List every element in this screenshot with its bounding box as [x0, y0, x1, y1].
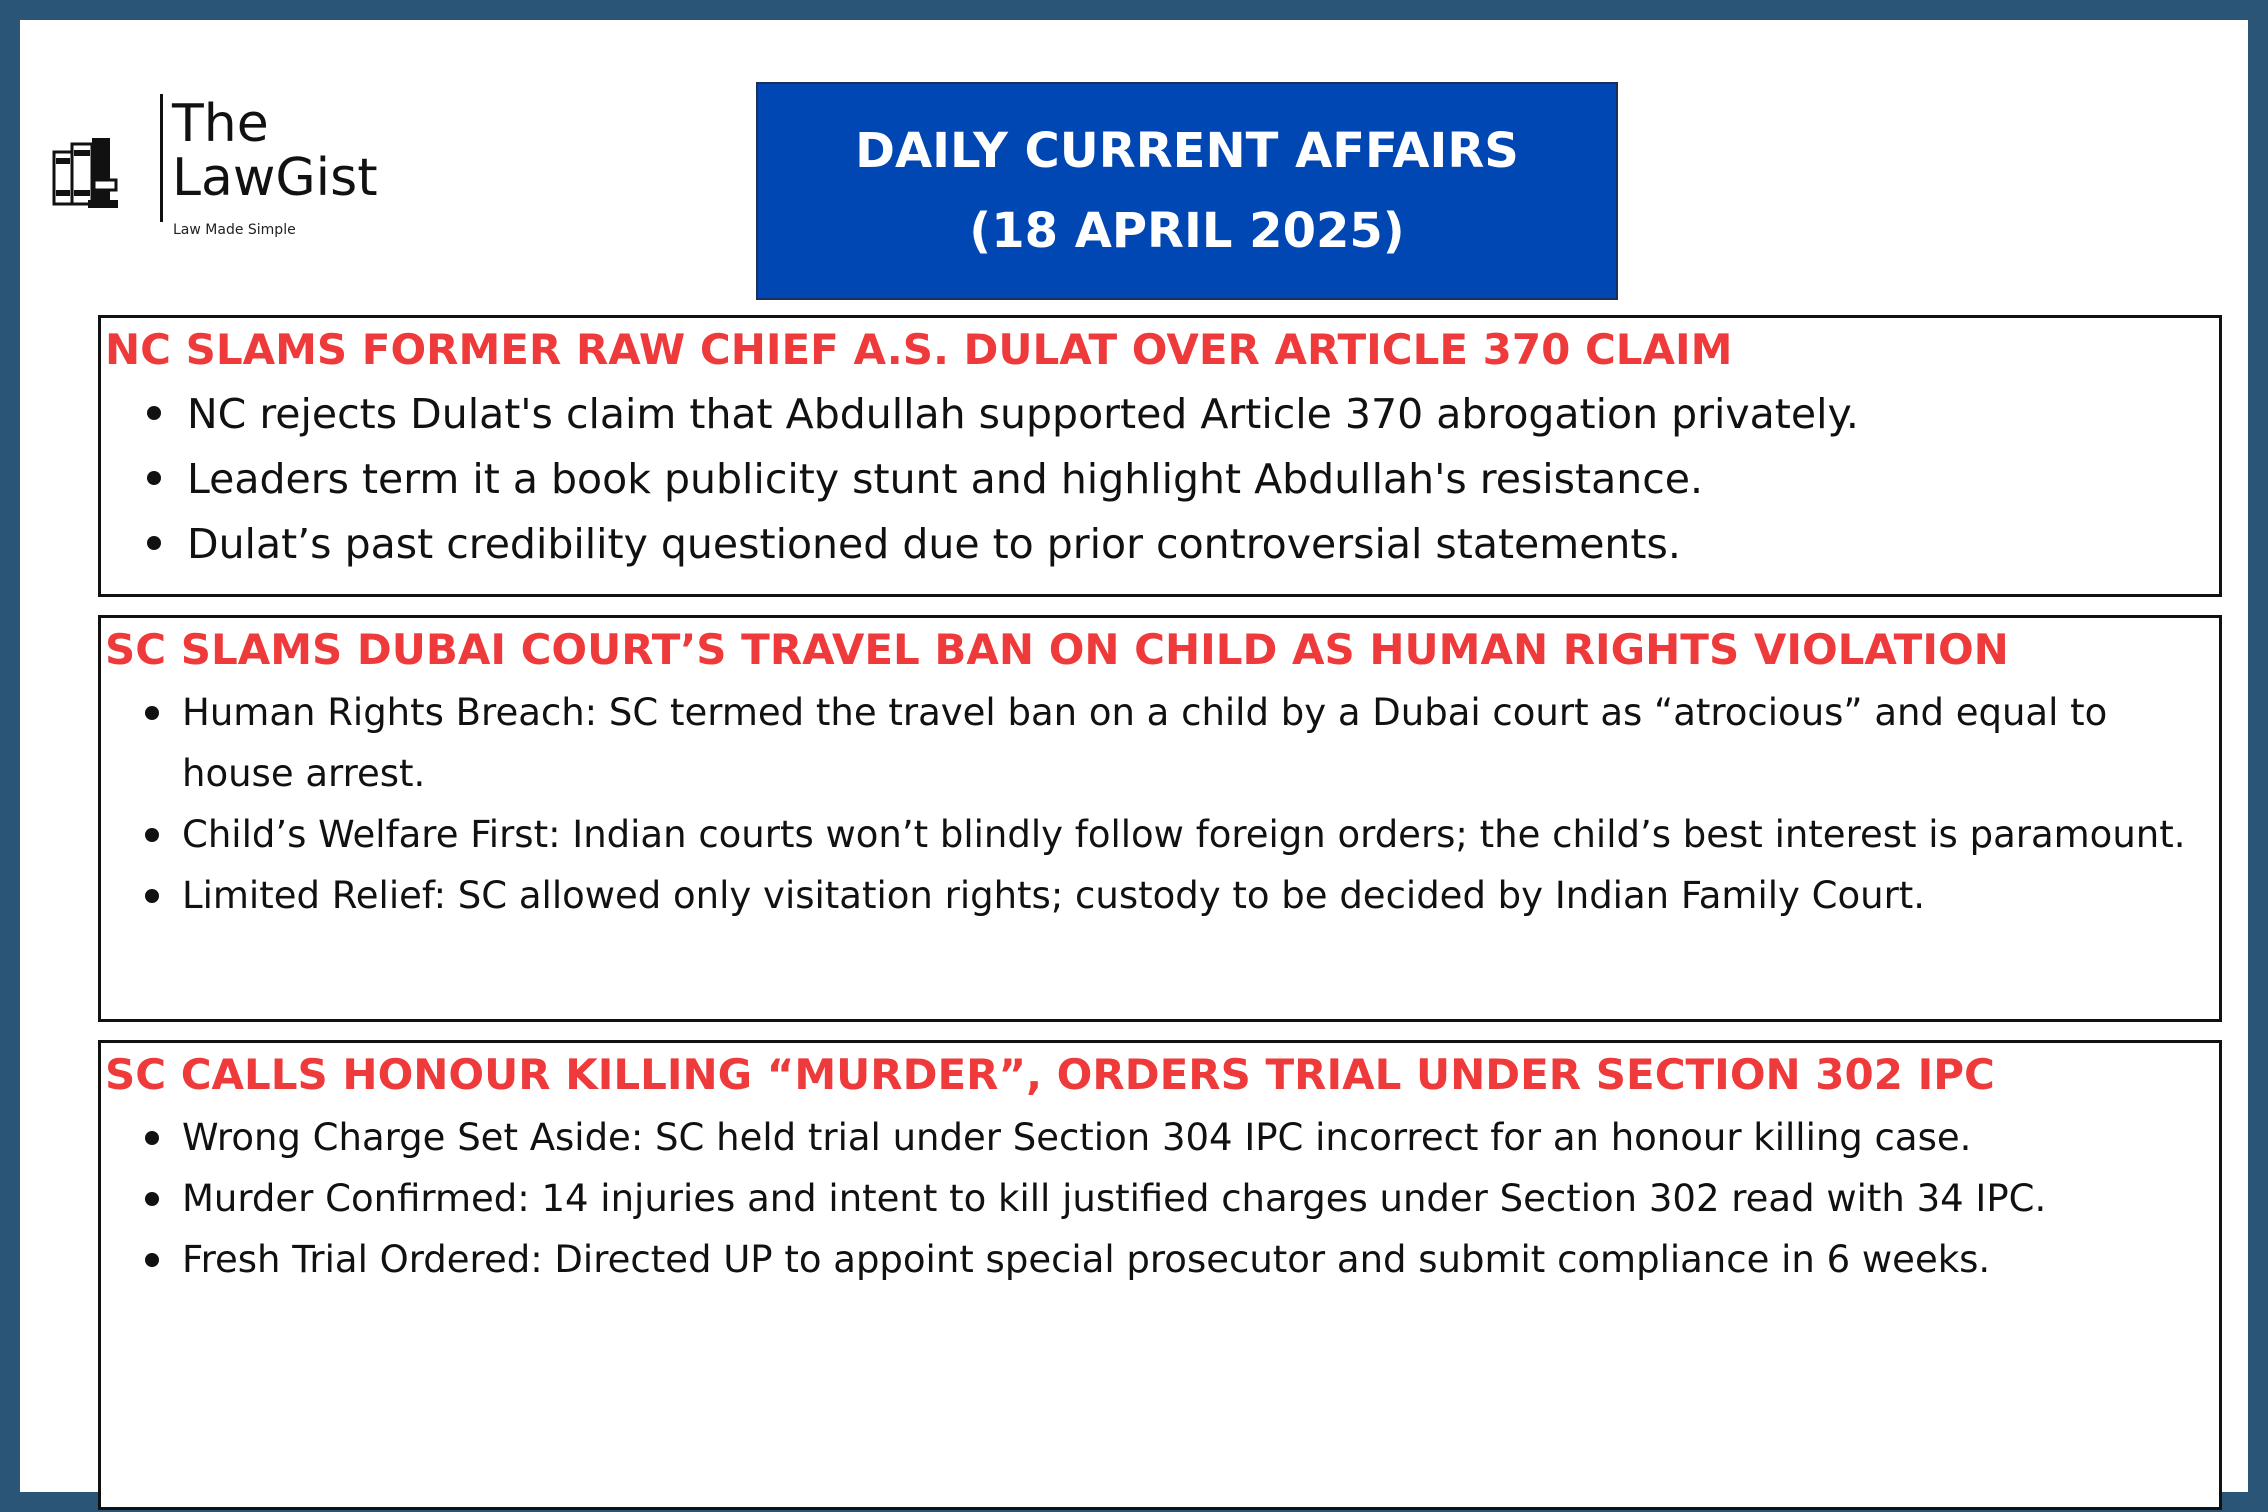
- section-title: SC SLAMS DUBAI COURT’S TRAVEL BAN ON CHILD AS HUMAN RIGHTS VIOLATION: [105, 625, 2009, 674]
- page-title: DAILY CURRENT AFFAIRS: [855, 123, 1519, 179]
- bullet-item: Leaders term it a book publicity stunt and highlight Abdullah's resistance.: [101, 447, 2219, 512]
- bullet-item: Wrong Charge Set Aside: SC held trial under Section 304 IPC incorrect for an honour killing case.: [101, 1107, 2219, 1168]
- logo-divider: [160, 94, 163, 222]
- bullet-item: Child’s Welfare First: Indian courts won’t blindly follow foreign orders; the child’s best interest is paramount.: [101, 804, 2219, 865]
- page-date: (18 APRIL 2025): [969, 203, 1405, 259]
- brand-tagline: Law Made Simple: [173, 222, 296, 238]
- brand-line-1: The: [172, 94, 269, 154]
- bullet-item: Dulat’s past credibility questioned due to prior controversial statements.: [101, 512, 2219, 577]
- section-title: NC SLAMS FORMER RAW CHIEF A.S. DULAT OVER ARTICLE 370 CLAIM: [105, 325, 1733, 374]
- bullet-item: Murder Confirmed: 14 injuries and intent to kill justified charges under Section 302 read with 34 IPC.: [101, 1168, 2219, 1229]
- bullet-list: [101, 682, 2219, 926]
- law-book-gavel-icon: [52, 134, 118, 214]
- bullet-item: Limited Relief: SC allowed only visitation rights; custody to be decided by Indian Family Court.: [101, 865, 2219, 926]
- bullet-item: Human Rights Breach: SC termed the travel ban on a child by a Dubai court as “atrocious” and equal to house arrest.: [101, 682, 2219, 804]
- bullet-item: Fresh Trial Ordered: Directed UP to appoint special prosecutor and submit compliance in 6 weeks.: [101, 1229, 2219, 1290]
- section-title: SC CALLS HONOUR KILLING “MURDER”, ORDERS TRIAL UNDER SECTION 302 IPC: [105, 1050, 1995, 1099]
- bullet-item: NC rejects Dulat's claim that Abdullah supported Article 370 abrogation privately.: [101, 382, 2219, 447]
- brand-logo: [52, 92, 412, 252]
- news-section-1: [98, 315, 2222, 597]
- news-section-3: [98, 1040, 2222, 1510]
- brand-line-2: LawGist: [172, 148, 378, 208]
- bullet-list: [101, 382, 2219, 577]
- page-title-banner: [756, 82, 1618, 300]
- news-section-2: [98, 615, 2222, 1022]
- bullet-list: [101, 1107, 2219, 1290]
